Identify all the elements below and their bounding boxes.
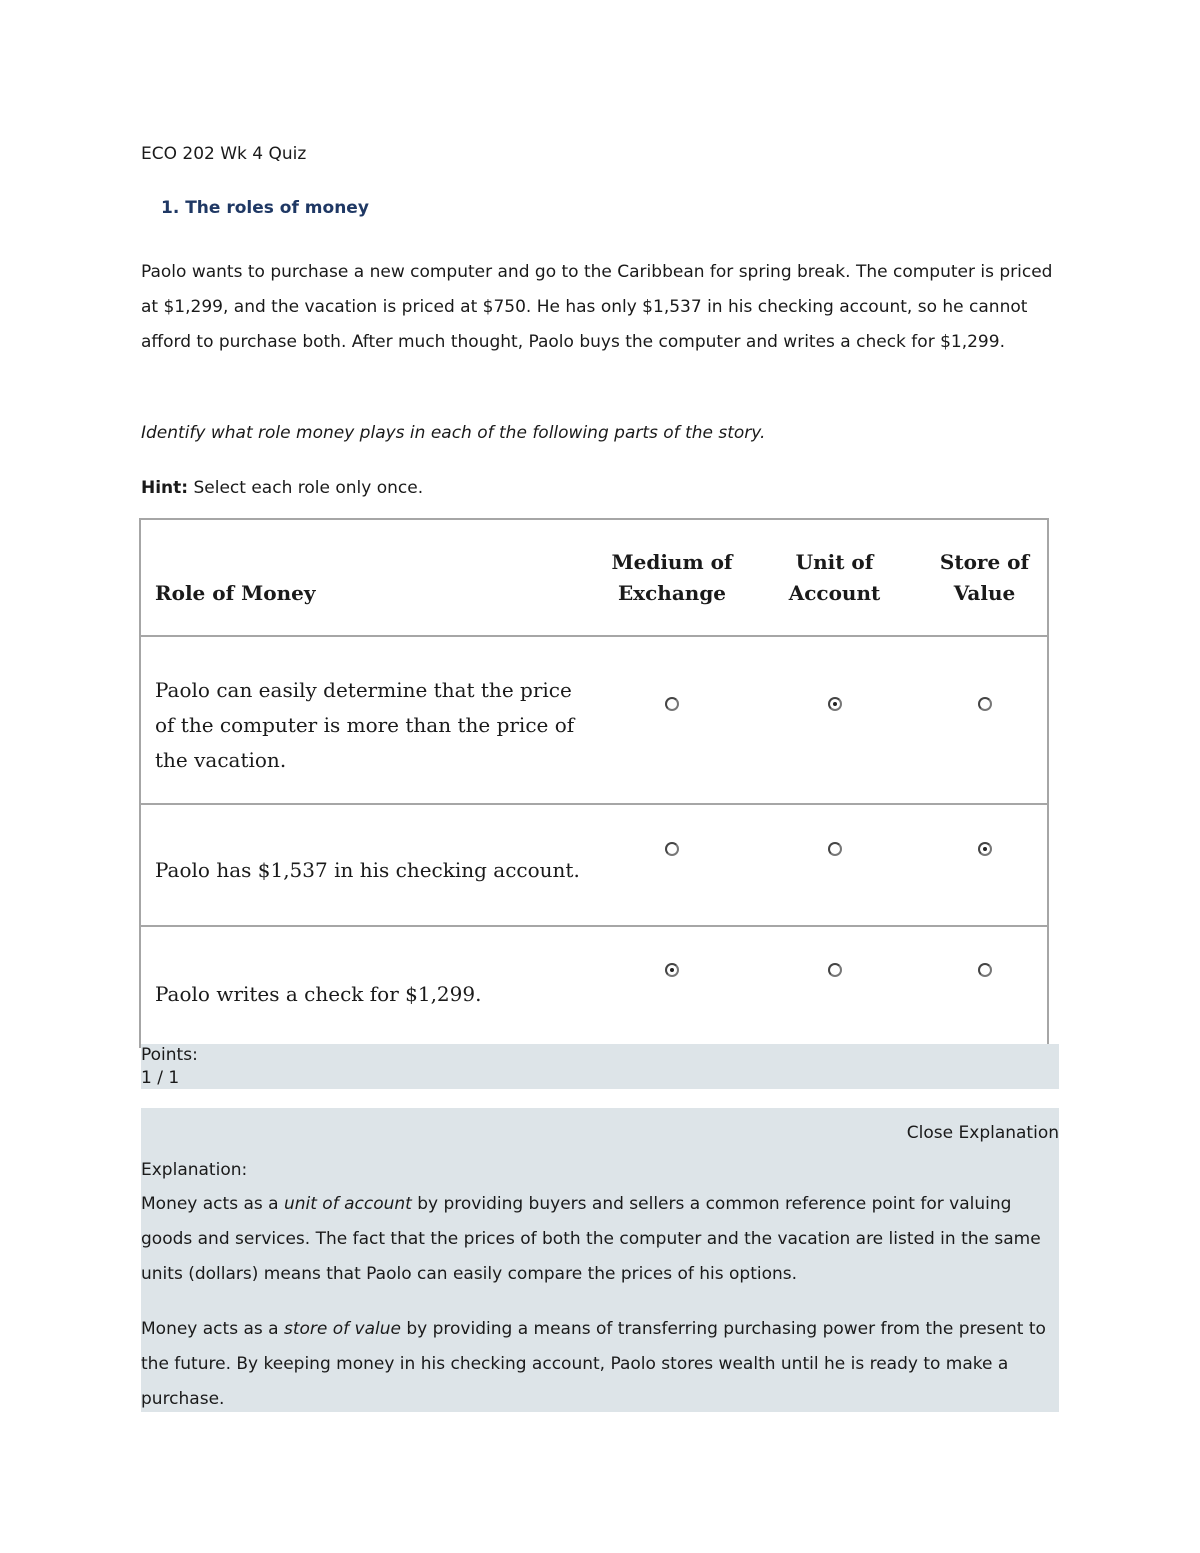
table-row (141, 927, 1047, 1046)
header-medium-of-exchange: Medium of Exchange (611, 550, 733, 605)
explanation-box (141, 1108, 1059, 1412)
explanation-term: store of value (283, 1319, 401, 1339)
question-instruction: Identify what role money plays in each of the following parts of the story. (141, 423, 766, 443)
row-statement: Paolo writes a check for $1,299. (155, 982, 482, 1006)
row-statement: Paolo can easily determine that the price of the computer is more than the price of the vacation. (155, 678, 575, 772)
roles-table (139, 518, 1049, 1048)
header-unit-of-account: Unit of Account (788, 550, 881, 605)
radio-unit-of-account[interactable] (828, 842, 842, 856)
table-row (141, 637, 1047, 805)
explanation-text: by providing a means of transferring purchasing power from the present to the future. By keeping money in his checking account, Paolo stores wealth until he is ready to make a purchase. (141, 1319, 1046, 1409)
explanation-label: Explanation: (141, 1160, 248, 1180)
close-explanation-link[interactable]: Close Explanation (906, 1123, 1059, 1143)
points-box (141, 1044, 1059, 1089)
radio-store-of-value[interactable] (978, 842, 992, 856)
explanation-text: Money acts as a (141, 1194, 284, 1214)
radio-store-of-value[interactable] (978, 963, 992, 977)
question-heading: 1. The roles of money (161, 198, 369, 218)
table-header-row (141, 520, 1047, 637)
radio-medium-of-exchange[interactable] (665, 842, 679, 856)
radio-store-of-value[interactable] (978, 697, 992, 711)
explanation-paragraph-unit-of-account (141, 1187, 1059, 1292)
explanation-text: by providing buyers and sellers a common reference point for valuing goods and services. The fact that the prices of both the computer and the vacation are listed in the same units (dollars) means that Paolo can easily compare the prices of his options. (141, 1194, 1041, 1284)
radio-unit-of-account[interactable] (828, 963, 842, 977)
hint-label: Hint: (141, 478, 189, 498)
radio-medium-of-exchange[interactable] (665, 963, 679, 977)
explanation-term: unit of account (283, 1194, 412, 1214)
radio-unit-of-account[interactable] (828, 697, 842, 711)
points-value: 1 / 1 (141, 1068, 180, 1088)
row-statement: Paolo has $1,537 in his checking account. (155, 858, 580, 882)
explanation-text: Money acts as a (141, 1319, 284, 1339)
radio-medium-of-exchange[interactable] (665, 697, 679, 711)
header-role-of-money: Role of Money (155, 581, 316, 605)
hint-text: Select each role only once. (188, 478, 424, 498)
header-store-of-value: Store of Value (939, 550, 1030, 605)
question-story: Paolo wants to purchase a new computer and go to the Caribbean for spring break. The computer is priced at $1,299, and the vacation is priced at $750. He has only $1,537 in his checking account, so he cannot afford to purchase both. After much thought, Paolo buys the computer and writes a check for $1,299. (141, 262, 1053, 352)
table-row (141, 805, 1047, 927)
explanation-paragraph-store-of-value (141, 1312, 1059, 1417)
question-hint (141, 471, 1061, 506)
points-label: Points: (141, 1045, 198, 1065)
document-title: ECO 202 Wk 4 Quiz (141, 144, 307, 164)
